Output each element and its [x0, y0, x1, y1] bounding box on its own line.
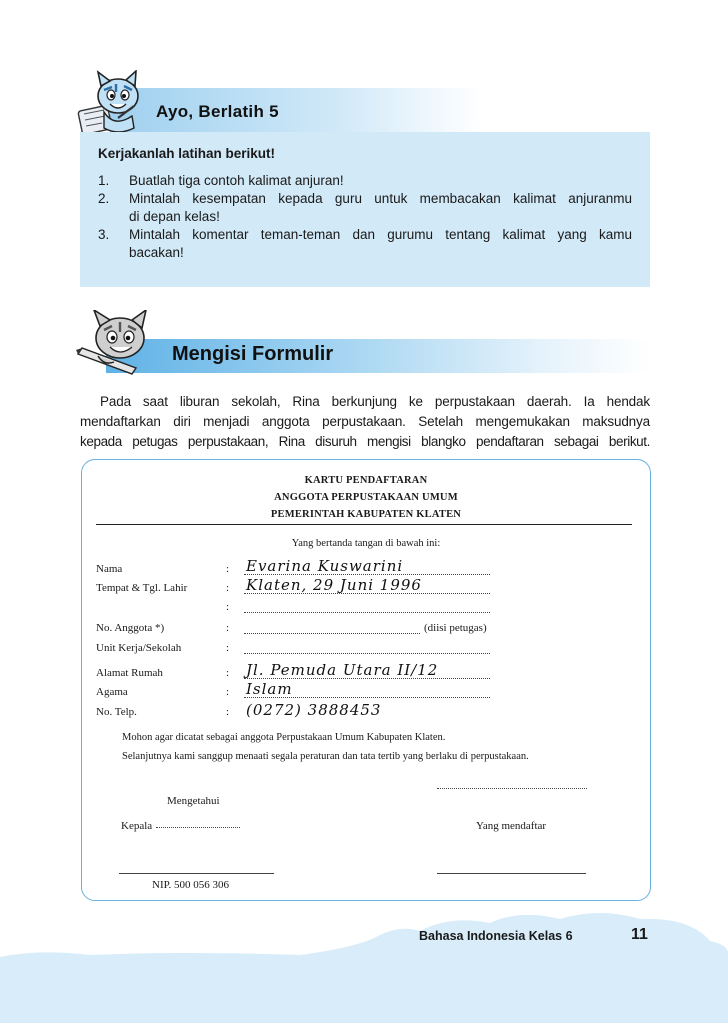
date-dotted-line — [437, 788, 587, 789]
field-label: Tempat & Tgl. Lahir — [96, 582, 188, 594]
field-label: Alamat Rumah — [96, 667, 163, 679]
employee-id-number: NIP. 500 056 306 — [152, 879, 230, 891]
exercise-item — [98, 226, 632, 262]
exercise-item — [98, 172, 632, 190]
field-colon: : — [226, 642, 230, 654]
head-dotted-line — [156, 827, 240, 828]
statement-line: Mohon agar dicatat sebagai anggota Perpustakaan Umum Kabupaten Klaten. — [122, 732, 446, 743]
field-colon: : — [226, 601, 230, 613]
intro-line: kepada petugas perpustakaan, Rina disuruh mengisi blangko pendaftaran sebagai berikut. — [80, 434, 650, 449]
cat-mascot-with-pencil-icon — [74, 310, 162, 378]
exercise-list — [98, 172, 632, 262]
field-label: No. Anggota *) — [96, 622, 165, 634]
field-colon: : — [226, 686, 230, 698]
head-signature-line — [119, 873, 274, 874]
intro-line: Pada saat liburan sekolah, Rina berkunjung ke perpustakaan daerah. Ia hendak — [100, 394, 650, 409]
registrant-signature-line — [437, 873, 586, 874]
page-number: 11 — [631, 926, 648, 943]
form-header-line: ANGGOTA PERPUSTAKAAN UMUM — [274, 492, 458, 503]
acknowledged-label: Mengetahui — [167, 795, 220, 807]
form-header — [81, 472, 651, 523]
exercise-item-number: 3. — [98, 227, 110, 242]
exercise-item-text — [129, 226, 632, 262]
field-colon: : — [226, 582, 230, 594]
form-statement — [122, 728, 529, 766]
head-label — [121, 820, 240, 832]
exercise-item-text — [129, 172, 632, 190]
cat-mascot-writing-icon — [74, 70, 148, 136]
handwritten-birth-value: Klaten, 29 Juni 1996 — [246, 576, 422, 594]
form-header-rule — [96, 524, 632, 525]
exercise-item-number: 2. — [98, 191, 110, 206]
handwritten-name-value: Evarina Kuswarini — [246, 557, 404, 575]
field-note: (diisi petugas) — [424, 622, 487, 634]
handwritten-phone-value: (0272) 3888453 — [246, 701, 382, 719]
field-dotted-line — [244, 612, 490, 613]
registrant-label: Yang mendaftar — [476, 820, 547, 832]
handwritten-religion-value: Islam — [246, 680, 293, 698]
exercise-item-text — [129, 190, 632, 226]
field-colon: : — [226, 667, 230, 679]
exercise-item-number: 1. — [98, 173, 110, 188]
intro-paragraph — [80, 392, 650, 452]
field-colon: : — [226, 706, 230, 718]
exercise-item-line: Buatlah tiga contoh kalimat anjuran! — [129, 173, 344, 188]
exercise-item-line: Mintalah komentar teman-teman dan gurumu tentang kalimat yang kamu — [129, 227, 632, 242]
field-dotted-line — [244, 633, 420, 634]
field-label: Unit Kerja/Sekolah — [96, 642, 182, 654]
book-title: Bahasa Indonesia Kelas 6 — [419, 929, 573, 943]
form-undersigned: Yang bertanda tangan di bawah ini: — [291, 538, 441, 549]
field-label: Nama — [96, 563, 123, 575]
handwritten-address-value: Jl. Pemuda Utara II/12 — [246, 661, 439, 679]
form-header-line: KARTU PENDAFTARAN — [304, 475, 428, 486]
exercise-item-line: di depan kelas! — [129, 209, 220, 224]
statement-line: Selanjutnya kami sanggup menaati segala peraturan dan tata tertib yang berlaku di perpustakaan. — [122, 751, 529, 762]
exercise-item-line: Mintalah kesempatan kepada guru untuk membacakan kalimat anjuranmu — [129, 191, 632, 206]
field-colon: : — [226, 622, 230, 634]
field-colon: : — [226, 563, 230, 575]
section-title: Mengisi Formulir — [172, 343, 334, 365]
head-label-text: Kepala — [121, 820, 153, 832]
field-label: No. Telp. — [96, 706, 137, 718]
form-header-line: PEMERINTAH KABUPATEN KLATEN — [270, 509, 462, 520]
exercise-item — [98, 190, 632, 226]
field-label: Agama — [96, 686, 128, 698]
exercise-title: Ayo, Berlatih 5 — [156, 102, 279, 121]
registration-form-card — [81, 459, 651, 901]
exercise-item-line: bacakan! — [129, 245, 184, 260]
footer-cloud-background — [0, 905, 728, 1023]
field-dotted-line — [244, 653, 490, 654]
exercise-instruction: Kerjakanlah latihan berikut! — [98, 146, 276, 161]
intro-line: mendaftarkan diri menjadi anggota perpustakaan. Setelah mengemukakan maksudnya — [80, 414, 650, 429]
